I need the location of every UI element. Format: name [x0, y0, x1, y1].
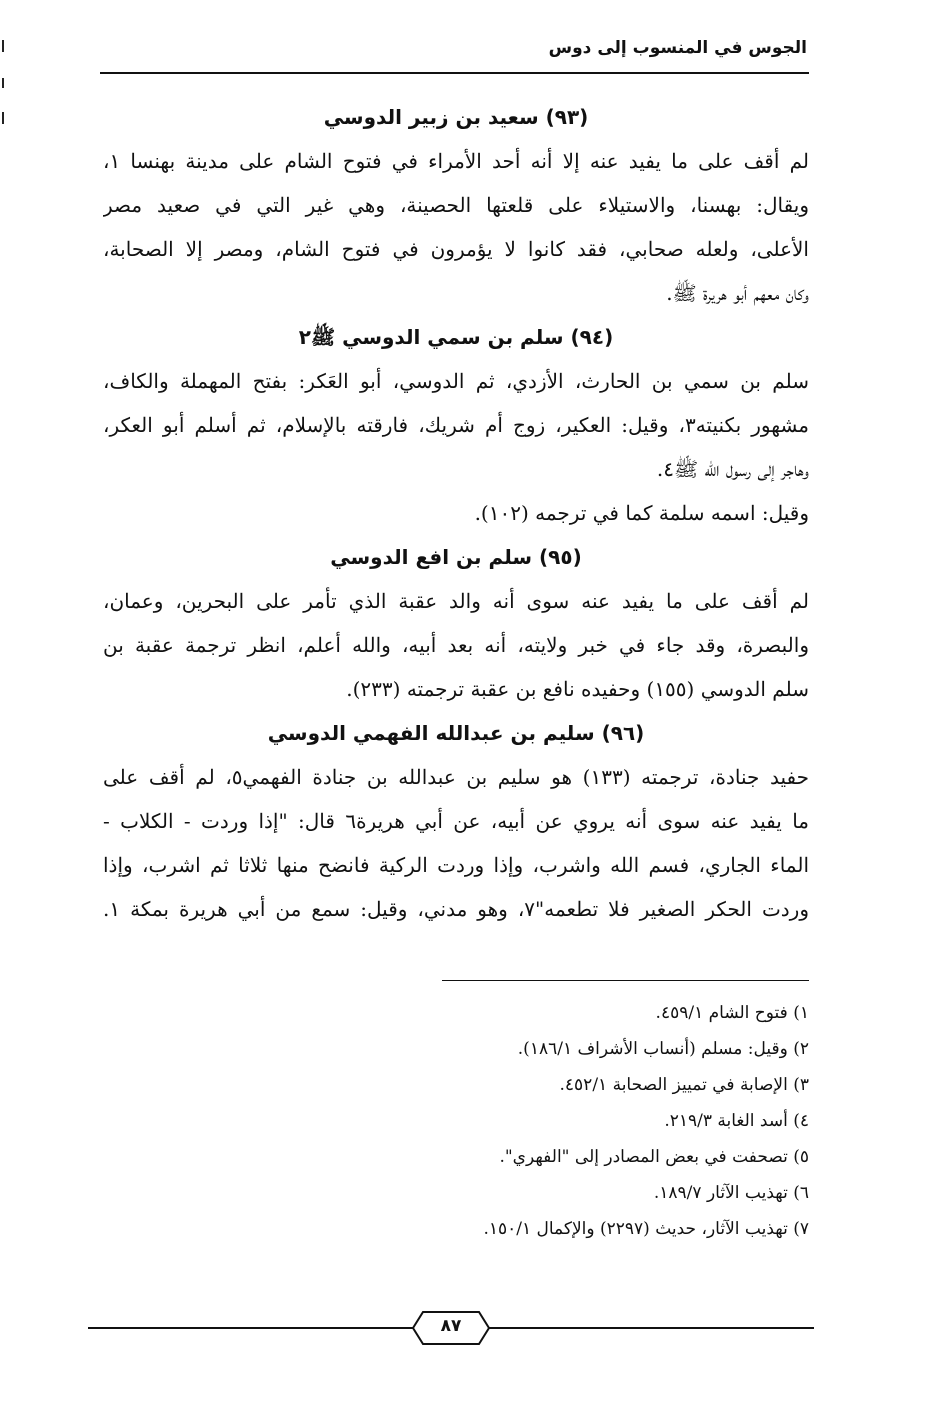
entry-body [103, 139, 809, 315]
entry-heading: (٩٥) سلم بن افع الدوسي [330, 545, 582, 569]
text-line: وكان معهم أبو هريرة ﷺ. [666, 281, 809, 305]
text-line: الأعلى، ولعله صحابي، فقد كانوا لا يؤمرون في فتوح الشام، ومصر إلا الصحابة، [103, 237, 809, 261]
footnote: ٣) الإصابة في تمييز الصحابة ٤٥٢/١. [559, 1075, 809, 1095]
text-line: لم أقف على ما يفيد عنه سوى أنه والد عقبة الذي تأمر على البحرين، وعمان، [103, 589, 809, 613]
page-footer [88, 1310, 814, 1350]
text-line: سلم الدوسي (١٥٥) وحفيده نافع بن عقبة ترجمته (٢٣٣). [346, 677, 809, 701]
entry-body [103, 755, 809, 931]
footnote: ٥) تصحفت في بعض المصادر إلى "الفهري". [499, 1147, 809, 1167]
entry-body [103, 579, 809, 711]
footnote: ٦) تهذيب الآثار ١٨٩/٧. [653, 1183, 809, 1203]
entry-96 [103, 711, 809, 931]
entry-heading: (٩٦) سليم بن عبدالله الفهمي الدوسي [267, 721, 645, 745]
text-line: وردت الحكر الصغير فلا تطعمه"٧، وهو مدني، وقيل: سمع من أبي هريرة بمكة ١. [103, 897, 809, 921]
footnote: ١) فتوح الشام ٤٥٩/١. [655, 1003, 809, 1023]
entry-94 [103, 315, 809, 535]
text-line: وهاجر إلى رسول الله ﷺ٤. [656, 457, 809, 481]
text-line: سلم بن سمي بن الحارث، الأزدي، ثم الدوسي، أبو العَكر: بفتح المهملة والكاف، [103, 369, 809, 393]
footnote: ٧) تهذيب الآثار، حديث (٢٢٩٧) والإكمال ١٥٠/١. [483, 1219, 809, 1239]
running-header: الجوس في المنسوب إلى دوس [548, 38, 807, 58]
footnote-separator [442, 980, 809, 981]
footnote: ٢) وقيل: مسلم (أنساب الأشراف ١٨٦/١). [517, 1039, 809, 1059]
header-rule [100, 72, 809, 74]
text-line: ويقال: بهسنا، والاستيلاء على قلعتها الحصينة، وهي غير التي في صعيد مصر [103, 193, 809, 217]
entry-93 [103, 95, 809, 315]
main-text [103, 95, 809, 931]
text-line: حفيد جنادة، ترجمته (١٣٣) هو سليم بن عبدالله بن جنادة الفهمي٥، لم أقف على [103, 765, 809, 789]
footnotes [309, 995, 809, 1247]
entry-heading: (٩٣) سعيد بن زبير الدوسي [323, 105, 589, 129]
footnote: ٤) أسد الغابة ٢١٩/٣. [664, 1111, 809, 1131]
text-line: وقيل: اسمه سلمة كما في ترجمه (١٠٢). [474, 501, 809, 525]
entry-body [103, 359, 809, 535]
page-number: ٨٧ [440, 1316, 462, 1336]
text-line: ما يفيد عنه سوى أنه يروي عن أبيه، عن أبي هريرة٦ قال: "إذا وردت - الكلاب - [103, 809, 809, 833]
entry-95 [103, 535, 809, 711]
text-line: والبصرة، وقد جاء في خبر ولايته، أنه بعد أبيه، والله أعلم، انظر ترجمة عقبة بن [103, 633, 809, 657]
text-line: لم أقف على ما يفيد عنه إلا أنه أحد الأمراء في فتوح الشام على مدينة بهنسا ١، [103, 149, 809, 173]
scan-edge-marks [2, 40, 6, 140]
text-line: مشهور بكنيته٣، وقيل: العكير، زوج أم شريك، فارقته بالإسلام، ثم أسلم أبو العكر، [103, 413, 809, 437]
entry-heading: (٩٤) سلم بن سمي الدوسي ﷺ٢ [298, 325, 614, 349]
text-line: الماء الجاري، فسم الله واشرب، وإذا وردت الركية فانضح منها ثلاثا ثم اشرب، وإذا [103, 853, 809, 877]
